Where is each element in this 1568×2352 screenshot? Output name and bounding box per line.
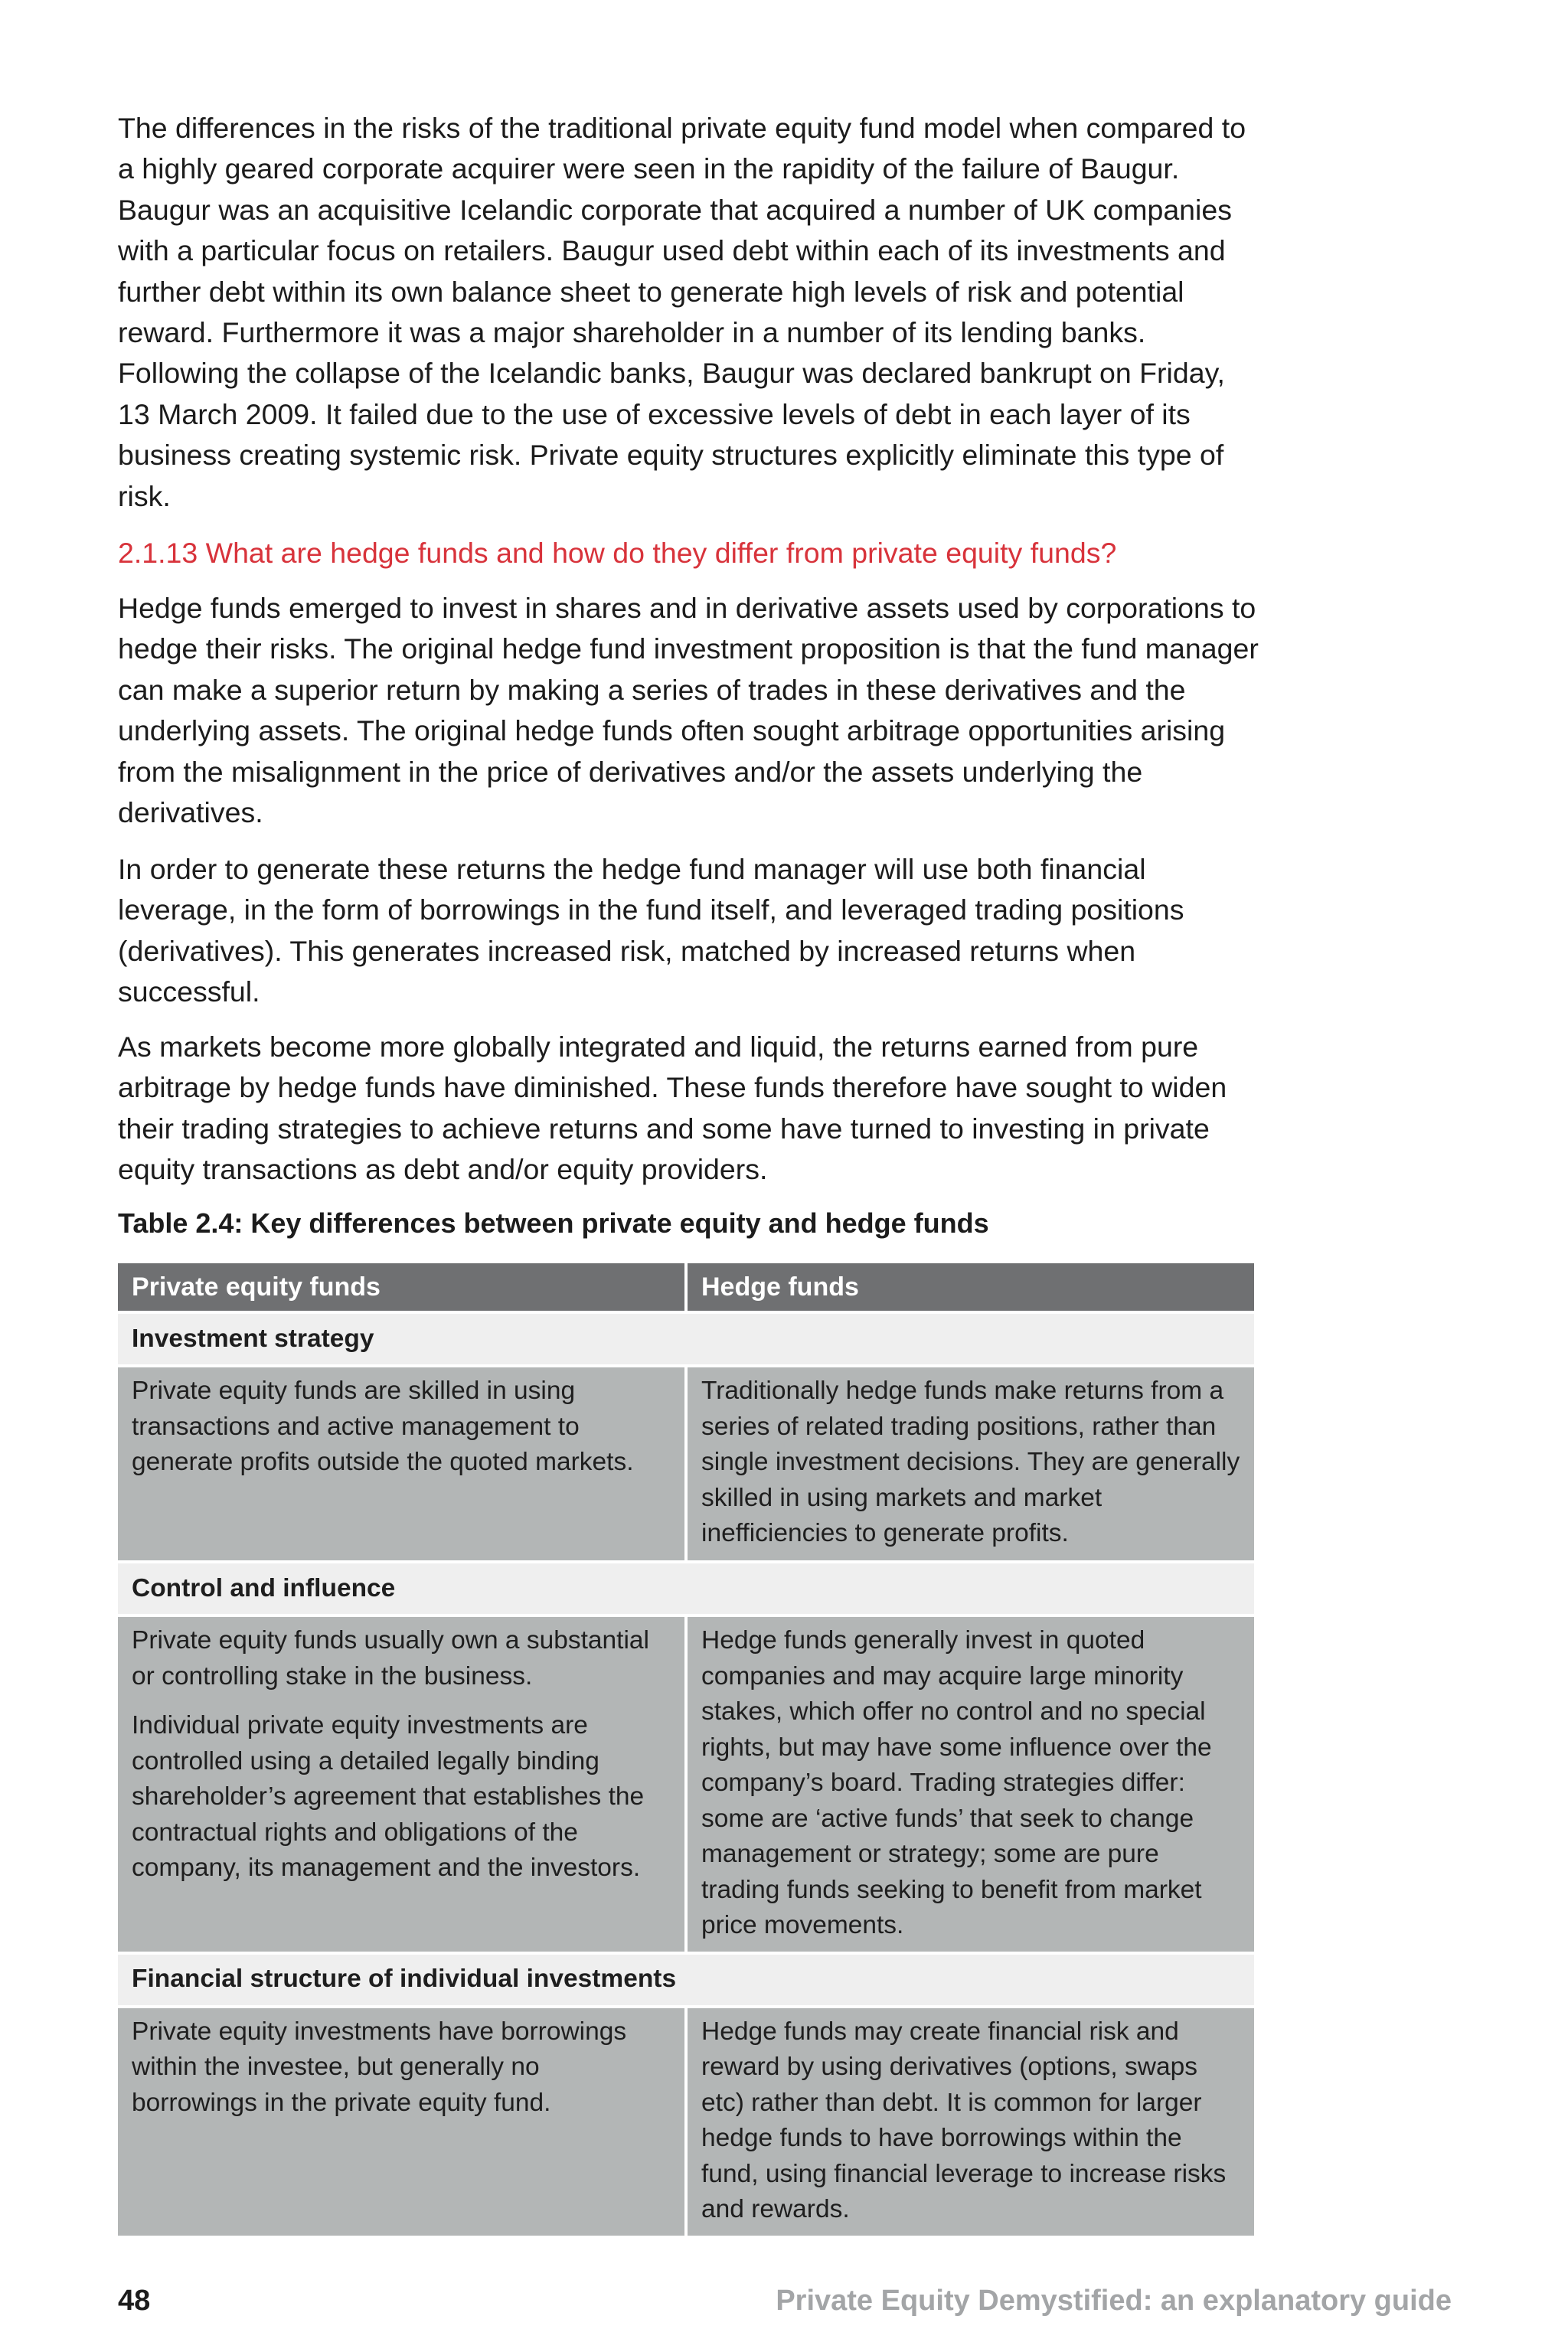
- table-row: [118, 1615, 1254, 1953]
- table-row: [118, 1366, 1254, 1562]
- cell-text: Traditionally hedge funds make returns from a series of related trading positions, rather than single investment decisions. They are generally skilled in using markets and market inefficiencies to generate profits.: [701, 1377, 1240, 1547]
- table-header-row: [118, 1263, 1254, 1312]
- cell-hedge-funds: [686, 1615, 1254, 1953]
- table-section-row: [118, 1562, 1254, 1615]
- cell-hedge-funds: [686, 2007, 1254, 2236]
- cell-hedge-funds: [686, 1366, 1254, 1562]
- cell-text: Private equity funds usually own a substantial or controlling stake in the business.: [132, 1626, 649, 1690]
- table-row: [118, 2007, 1254, 2236]
- paragraph-leverage: In order to generate these returns the hedge fund manager will use both financial leverage, in the form of borrowings in the fund itself, and leveraged trading positions (derivatives). This generates increased risk, matched by increased returns when successful.: [118, 853, 1184, 1008]
- section-title-control-and-influence: Control and influence: [118, 1562, 1254, 1615]
- cell-private-equity: [118, 1366, 686, 1562]
- cell-text: Hedge funds generally invest in quoted companies and may acquire large minority stakes, which offer no control and no special rights, but may have some influence over the company’s board. Trading strategies differ: some are ‘active funds’ that seek to change management or strategy; some are pure trading funds seeking to benefit from market price movements.: [701, 1626, 1212, 1939]
- running-title: Private Equity Demystified: an explanatory guide: [776, 2285, 1452, 2317]
- paragraph-baugur: The differences in the risks of the traditional private equity fund model when compared to a highly geared corporate acquirer were seen in the rapidity of the failure of Baugur. Baugur was an acquisitive Icelandic corporate that acquired a number of UK companies with a particular focus on retailers. Baugur used debt within each of its investments and further debt within its own balance sheet to generate high levels of risk and potential reward. Furthermore it was a major shareholder in a number of its lending banks. Following the collapse of the Icelandic banks, Baugur was declared bankrupt on Friday, 13 March 2009. It failed due to the use of excessive levels of debt in each layer of its business creating systemic risk. Private equity structures explicitly eliminate this type of risk.: [118, 112, 1246, 512]
- table-section-row: [118, 1312, 1254, 1366]
- cell-text: Individual private equity investments are controlled using a detailed legally binding shareholder’s agreement that establishes the contractual rights and obligations of the company, its management and the investors.: [132, 1711, 645, 1882]
- cell-private-equity: [118, 2007, 686, 2236]
- column-header-private-equity: Private equity funds: [118, 1263, 686, 1312]
- section-heading: 2.1.13 What are hedge funds and how do they differ from private equity funds?: [118, 537, 1117, 569]
- table-section-row: [118, 1953, 1254, 2007]
- paragraph-hedge-intro: Hedge funds emerged to invest in shares and in derivative assets used by corporations to hedge their risks. The original hedge fund investment proposition is that the fund manager can make a superior return by making a series of trades in these derivatives and the underlying assets. The original hedge funds often sought arbitrage opportunities arising from the misalignment in the price of derivatives and/or the assets underlying the derivatives.: [118, 592, 1259, 829]
- section-title-financial-structure: Financial structure of individual investments: [118, 1953, 1254, 2007]
- cell-text: Hedge funds may create financial risk and reward by using derivatives (options, swaps etc) rather than debt. It is common for larger hedge funds to have borrowings within the fund, using financial leverage to increase risks and rewards.: [701, 2017, 1227, 2223]
- table-caption: Table 2.4: Key differences between private equity and hedge funds: [118, 1207, 989, 1239]
- cell-private-equity: [118, 1615, 686, 1953]
- comparison-table: [118, 1263, 1254, 2236]
- page-number: 48: [118, 2285, 151, 2317]
- section-title-investment-strategy: Investment strategy: [118, 1312, 1254, 1366]
- cell-text: Private equity investments have borrowings within the investee, but generally no borrowings in the private equity fund.: [132, 2017, 627, 2117]
- cell-text: Private equity funds are skilled in using transactions and active management to generate profits outside the quoted markets.: [132, 1377, 634, 1476]
- paragraph-markets: As markets become more globally integrated and liquid, the returns earned from pure arbitrage by hedge funds have diminished. These funds therefore have sought to widen their trading strategies to achieve returns and some have turned to investing in private equity transactions as debt and/or equity providers.: [118, 1031, 1227, 1186]
- column-header-hedge-funds: Hedge funds: [686, 1263, 1254, 1312]
